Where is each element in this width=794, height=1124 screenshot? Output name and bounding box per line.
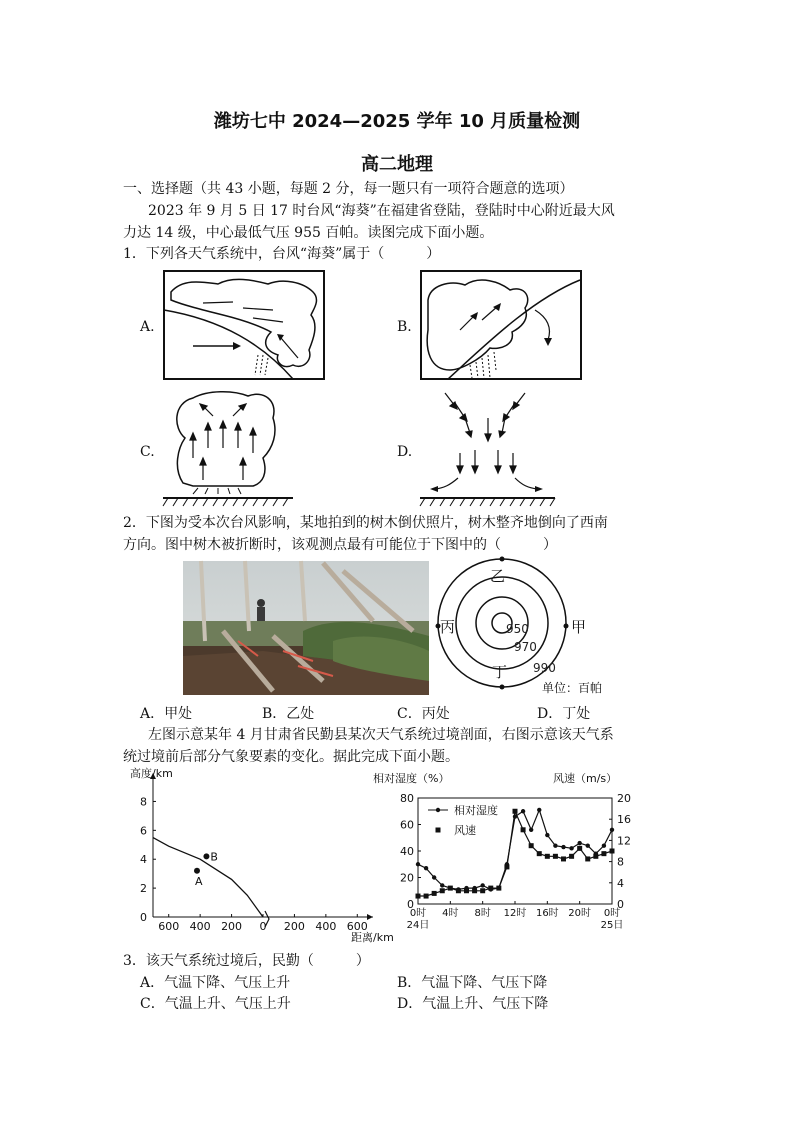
humidity-point <box>424 866 428 870</box>
humidity-point <box>545 833 549 837</box>
humidity-wind-chart <box>368 772 633 942</box>
map-label-north: 乙 <box>490 567 506 585</box>
x-tick-label: 16时 <box>535 908 559 919</box>
isobar-950: 950 <box>506 622 529 636</box>
humidity-point <box>586 844 590 848</box>
wind-point <box>448 886 453 891</box>
intro-text-3: 左图示意某年 4 月甘肃省民勤县某次天气系统过境剖面，右图示意该天气系 <box>148 727 614 743</box>
q3-option-d[interactable]: D．气温上升、气压下降 <box>397 996 549 1012</box>
question-2-stem-1: 2．下图为受本次台风影响，某地拍到的树木倒伏照片，树木整齐地倒向了西南 <box>123 515 608 531</box>
wind-point <box>585 856 590 861</box>
humidity-point <box>432 875 436 879</box>
right-axis-title: 风速（m/s） <box>553 772 618 785</box>
wind-point <box>496 886 501 891</box>
series-line-humidity <box>418 810 612 890</box>
humidity-point <box>521 809 525 813</box>
series-line-wind <box>418 811 612 896</box>
wind-point <box>472 888 477 893</box>
right-tick-label: 8 <box>617 855 624 869</box>
legend-label-humidity: 相对湿度 <box>454 804 498 817</box>
wind-point <box>545 854 550 859</box>
x-tick-label: 4时 <box>442 908 459 919</box>
wind-point <box>488 886 493 891</box>
diagram-c-convection <box>163 388 293 510</box>
humidity-point <box>416 862 420 866</box>
wind-point <box>593 854 598 859</box>
wind-point <box>561 856 566 861</box>
left-tick-label: 40 <box>400 845 414 858</box>
q3-option-a[interactable]: A．气温下降、气压上升 <box>140 975 291 991</box>
humidity-point <box>577 841 581 845</box>
humidity-point <box>537 808 541 812</box>
y-axis-title: 高度/km <box>130 767 173 780</box>
point-label-a: A <box>195 874 203 888</box>
q3-option-b[interactable]: B．气温下降、气压下降 <box>397 975 548 991</box>
humidity-point <box>553 844 557 848</box>
x-tick-label: 0时 <box>603 908 621 919</box>
isobar-970: 970 <box>514 640 537 654</box>
x-tick-label: 12时 <box>503 908 527 919</box>
x-tick-label: 400 <box>315 920 337 933</box>
right-tick-label: 4 <box>617 876 624 890</box>
q2-option-d[interactable]: D．丁处 <box>537 706 591 722</box>
left-axis-title: 相对湿度（%） <box>373 772 450 785</box>
q2-option-c[interactable]: C．丙处 <box>397 706 450 722</box>
wind-point <box>521 827 526 832</box>
front-direction-mark <box>265 911 269 927</box>
y-tick-label: 4 <box>140 853 147 867</box>
x-tick-label: 8时 <box>474 908 491 919</box>
frontal-surface-line <box>153 838 263 917</box>
isobar-990: 990 <box>533 661 556 675</box>
point-label-b: B <box>210 850 218 864</box>
wind-point <box>416 894 421 899</box>
page-title: 潍坊七中 2024—2025 学年 10 月质量检测 <box>213 111 581 132</box>
humidity-point <box>610 828 614 832</box>
x-tick-label: 400 <box>189 920 211 933</box>
left-tick-label: 60 <box>400 818 414 832</box>
q1-option-b[interactable]: B. <box>397 319 412 335</box>
humidity-point <box>440 883 444 887</box>
x-tick-label: 600 <box>158 920 180 933</box>
x-tick-label: 0时 <box>409 908 427 919</box>
x-tick-label: 200 <box>221 920 243 933</box>
q1-option-c[interactable]: C. <box>140 444 155 460</box>
x-sub-label-start: 24日 <box>406 920 430 931</box>
right-tick-label: 20 <box>617 792 631 805</box>
wind-point <box>569 854 574 859</box>
left-tick-label: 0 <box>407 898 414 911</box>
humidity-point <box>529 828 533 832</box>
wind-point <box>456 888 461 893</box>
wind-point <box>610 849 615 854</box>
wind-point <box>432 891 437 896</box>
y-tick-label: 2 <box>140 882 147 896</box>
diagram-b-cold-front <box>420 270 582 380</box>
map-unit: 单位：百帕 <box>542 681 603 695</box>
y-tick-label: 0 <box>140 911 147 924</box>
legend-marker-wind <box>436 828 441 833</box>
q1-option-d[interactable]: D. <box>397 444 413 460</box>
humidity-point <box>569 846 573 850</box>
isobar-map <box>430 556 620 698</box>
q3-option-c[interactable]: C．气温上升、气压上升 <box>140 996 291 1012</box>
x-tick-label: 200 <box>283 920 305 933</box>
humidity-point <box>602 844 606 848</box>
map-label-west: 丙 <box>440 618 456 636</box>
section-heading: 一、选择题（共 43 小题，每题 2 分，每一题只有一项符合题意的选项） <box>123 181 574 197</box>
intro-text-4: 统过境前后部分气象要素的变化。据此完成下面小题。 <box>123 749 459 765</box>
right-tick-label: 16 <box>617 813 631 827</box>
right-tick-label: 12 <box>617 834 631 848</box>
x-axis-title: 距离/km <box>351 931 394 944</box>
wind-point <box>553 854 558 859</box>
front-profile-chart <box>128 765 394 945</box>
wind-point <box>424 894 429 899</box>
x-sub-label-end: 25日 <box>600 920 624 931</box>
right-tick-label: 0 <box>617 898 624 911</box>
fallen-trees-photo <box>183 561 429 695</box>
wind-point <box>601 851 606 856</box>
wind-point <box>577 846 582 851</box>
question-3-stem: 3．该天气系统过境后，民勤（ ） <box>123 953 370 969</box>
diagram-a-warm-front <box>163 270 325 380</box>
humidity-point <box>561 845 565 849</box>
x-tick-label: 0 <box>259 920 267 933</box>
x-tick-label: 600 <box>346 920 368 933</box>
left-tick-label: 20 <box>400 871 414 885</box>
diagram-d-subsidence <box>420 388 555 510</box>
wind-point <box>440 888 445 893</box>
subject-title: 高二地理 <box>361 154 433 175</box>
intro-text-2: 力达 14 级，中心最低气压 955 百帕。读图完成下面小题。 <box>123 225 494 241</box>
wind-point <box>464 888 469 893</box>
humidity-point <box>480 883 484 887</box>
legend-marker-humidity <box>436 808 440 812</box>
wind-point <box>513 809 518 814</box>
map-label-south: 丁 <box>492 663 508 681</box>
intro-text-1: 2023 年 9 月 5 日 17 时台风“海葵”在福建省登陆，登陆时中心附近最大风 <box>148 203 615 219</box>
map-label-east: 甲 <box>571 618 587 636</box>
point-b <box>203 853 209 859</box>
q2-option-b[interactable]: B．乙处 <box>262 706 315 722</box>
question-1-stem: 1．下列各天气系统中，台风“海葵”属于（ ） <box>123 246 441 262</box>
wind-point <box>529 843 534 848</box>
point-a <box>194 868 200 874</box>
y-tick-label: 6 <box>140 824 147 838</box>
x-tick-label: 20时 <box>568 908 592 919</box>
wind-point <box>480 888 485 893</box>
y-tick-label: 8 <box>140 795 147 809</box>
wind-point <box>537 851 542 856</box>
legend-label-wind: 风速 <box>454 824 476 837</box>
question-2-stem-2: 方向。图中树木被折断时，该观测点最有可能位于下图中的（ ） <box>123 537 557 553</box>
q1-option-a[interactable]: A. <box>140 319 155 335</box>
wind-point <box>504 864 509 869</box>
left-tick-label: 80 <box>400 792 414 805</box>
q2-option-a[interactable]: A．甲处 <box>140 706 193 722</box>
